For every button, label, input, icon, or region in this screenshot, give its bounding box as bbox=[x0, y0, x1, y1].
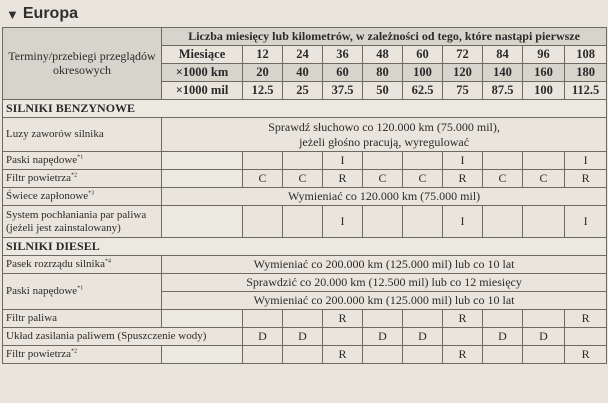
interval-cell bbox=[443, 328, 483, 346]
row-label: Paski napędowe$^{*1}$ bbox=[3, 274, 162, 310]
interval-cell: I bbox=[443, 152, 483, 170]
interval-cell bbox=[523, 310, 565, 328]
km-cell: 20 bbox=[243, 64, 283, 82]
spark-plugs-instruction: Wymieniać co 120.000 km (75.000 mil) bbox=[162, 188, 607, 206]
interval-cell bbox=[483, 346, 523, 364]
interval-cell: C bbox=[243, 170, 283, 188]
interval-cell bbox=[523, 346, 565, 364]
interval-cell bbox=[323, 328, 363, 346]
interval-cell: D bbox=[483, 328, 523, 346]
row-label: System pochłaniania par paliwa (jeżeli jest zainstalowany) bbox=[3, 206, 162, 238]
interval-cell: C bbox=[283, 170, 323, 188]
interval-cell: R bbox=[323, 170, 363, 188]
interval-cell: D bbox=[243, 328, 283, 346]
interval-cell: R bbox=[443, 170, 483, 188]
interval-cell: R bbox=[323, 310, 363, 328]
interval-cell: R bbox=[565, 170, 607, 188]
interval-cell: D bbox=[403, 328, 443, 346]
month-cell: 36 bbox=[323, 46, 363, 64]
interval-cell bbox=[483, 206, 523, 238]
interval-cell: D bbox=[523, 328, 565, 346]
km-cell: 140 bbox=[483, 64, 523, 82]
triangle-down-icon: ▼ bbox=[6, 6, 19, 22]
interval-cell bbox=[243, 152, 283, 170]
month-cell: 96 bbox=[523, 46, 565, 64]
interval-cell: C bbox=[523, 170, 565, 188]
row-label: Filtr paliwa bbox=[3, 310, 162, 328]
row-label: Filtr powietrza$^{*2}$ bbox=[3, 170, 162, 188]
month-cell: 84 bbox=[483, 46, 523, 64]
row-label: Paski napędowe$^{*1}$ bbox=[3, 152, 162, 170]
interval-cell: D bbox=[283, 328, 323, 346]
drive-belts-check-instruction: Sprawdzić co 20.000 km (12.500 mil) lub co 12 miesięcy bbox=[162, 274, 607, 292]
month-cell: 108 bbox=[565, 46, 607, 64]
km-cell: 180 bbox=[565, 64, 607, 82]
region-title: Europa bbox=[22, 5, 78, 22]
interval-cell: I bbox=[323, 152, 363, 170]
schedule-header-label: Terminy/przebiegi przeglądów okresowych bbox=[3, 28, 162, 100]
row-label: Pasek rozrządu silnika$^{*4}$ bbox=[3, 256, 162, 274]
interval-cell bbox=[483, 310, 523, 328]
interval-cell bbox=[243, 346, 283, 364]
interval-cell bbox=[403, 310, 443, 328]
drive-belts-gas-row bbox=[3, 152, 607, 170]
mil-cell: 25 bbox=[283, 82, 323, 100]
km-cell: 40 bbox=[283, 64, 323, 82]
section-diesel-engines: SILNIKI DIESEL bbox=[3, 238, 607, 256]
row-label: Filtr powietrza$^{*2}$ bbox=[3, 346, 162, 364]
drive-belts-replace-instruction: Wymieniać co 200.000 km (125.000 mil) lub co 10 lat bbox=[162, 292, 607, 310]
section-gasoline-engines: SILNIKI BENZYNOWE bbox=[3, 100, 607, 118]
mil-cell: 37.5 bbox=[323, 82, 363, 100]
mil-cell: 112.5 bbox=[565, 82, 607, 100]
interval-cell: D bbox=[363, 328, 403, 346]
air-filter-diesel-row bbox=[3, 346, 607, 364]
valve-clearance-row bbox=[3, 118, 607, 152]
mil-cell: 87.5 bbox=[483, 82, 523, 100]
interval-cell bbox=[483, 152, 523, 170]
month-cell: 72 bbox=[443, 46, 483, 64]
km-cell: 160 bbox=[523, 64, 565, 82]
interval-cell bbox=[363, 206, 403, 238]
mil-cell: 100 bbox=[523, 82, 565, 100]
air-filter-gas-row bbox=[3, 170, 607, 188]
row-label: Luzy zaworów silnika bbox=[3, 118, 162, 152]
interval-cell bbox=[523, 206, 565, 238]
mil-cell: 62.5 bbox=[403, 82, 443, 100]
interval-cell bbox=[403, 206, 443, 238]
interval-cell bbox=[283, 152, 323, 170]
mil-cell: 12.5 bbox=[243, 82, 283, 100]
maintenance-schedule-table bbox=[2, 27, 607, 364]
interval-cell: R bbox=[443, 346, 483, 364]
interval-cell bbox=[523, 152, 565, 170]
interval-cell: R bbox=[323, 346, 363, 364]
interval-cell bbox=[363, 310, 403, 328]
interval-header: Liczba miesięcy lub kilometrów, w zależności od tego, które nastąpi pierwsze bbox=[162, 28, 607, 46]
valve-instruction: Sprawdź słuchowo co 120.000 km (75.000 mil), jeżeli głośno pracują, wyregulować bbox=[162, 118, 607, 152]
interval-cell bbox=[363, 152, 403, 170]
spark-plugs-row bbox=[3, 188, 607, 206]
km-cell: 100 bbox=[403, 64, 443, 82]
months-label: Miesiące bbox=[162, 46, 243, 64]
evap-system-row bbox=[3, 206, 607, 238]
interval-cell: I bbox=[443, 206, 483, 238]
month-cell: 24 bbox=[283, 46, 323, 64]
month-cell: 48 bbox=[363, 46, 403, 64]
interval-cell: I bbox=[565, 206, 607, 238]
km-cell: 120 bbox=[443, 64, 483, 82]
timing-belt-instruction: Wymieniać co 200.000 km (125.000 mil) lub co 10 lat bbox=[162, 256, 607, 274]
mil-cell: 50 bbox=[363, 82, 403, 100]
month-cell: 60 bbox=[403, 46, 443, 64]
drive-belts-diesel-row bbox=[3, 274, 607, 292]
interval-cell: R bbox=[443, 310, 483, 328]
interval-cell: R bbox=[565, 310, 607, 328]
interval-cell bbox=[283, 310, 323, 328]
interval-cell bbox=[403, 152, 443, 170]
km-cell: 60 bbox=[323, 64, 363, 82]
interval-cell bbox=[565, 328, 607, 346]
timing-belt-row bbox=[3, 256, 607, 274]
region-header bbox=[6, 2, 78, 26]
fuel-system-row bbox=[3, 328, 607, 346]
row-label: Świece zapłonowe$^{*3}$ bbox=[3, 188, 162, 206]
interval-cell: C bbox=[483, 170, 523, 188]
interval-cell: I bbox=[565, 152, 607, 170]
km-cell: 80 bbox=[363, 64, 403, 82]
interval-cell bbox=[403, 346, 443, 364]
interval-cell bbox=[243, 206, 283, 238]
interval-cell: C bbox=[363, 170, 403, 188]
interval-cell: I bbox=[323, 206, 363, 238]
interval-cell: R bbox=[565, 346, 607, 364]
interval-cell bbox=[283, 206, 323, 238]
mil-label: ×1000 mil bbox=[162, 82, 243, 100]
interval-cell bbox=[363, 346, 403, 364]
row-label: Układ zasilania paliwem (Spuszczenie wody) bbox=[3, 328, 243, 346]
interval-cell: C bbox=[403, 170, 443, 188]
km-label: ×1000 km bbox=[162, 64, 243, 82]
fuel-filter-row bbox=[3, 310, 607, 328]
mil-cell: 75 bbox=[443, 82, 483, 100]
interval-cell bbox=[283, 346, 323, 364]
interval-cell bbox=[243, 310, 283, 328]
month-cell: 12 bbox=[243, 46, 283, 64]
